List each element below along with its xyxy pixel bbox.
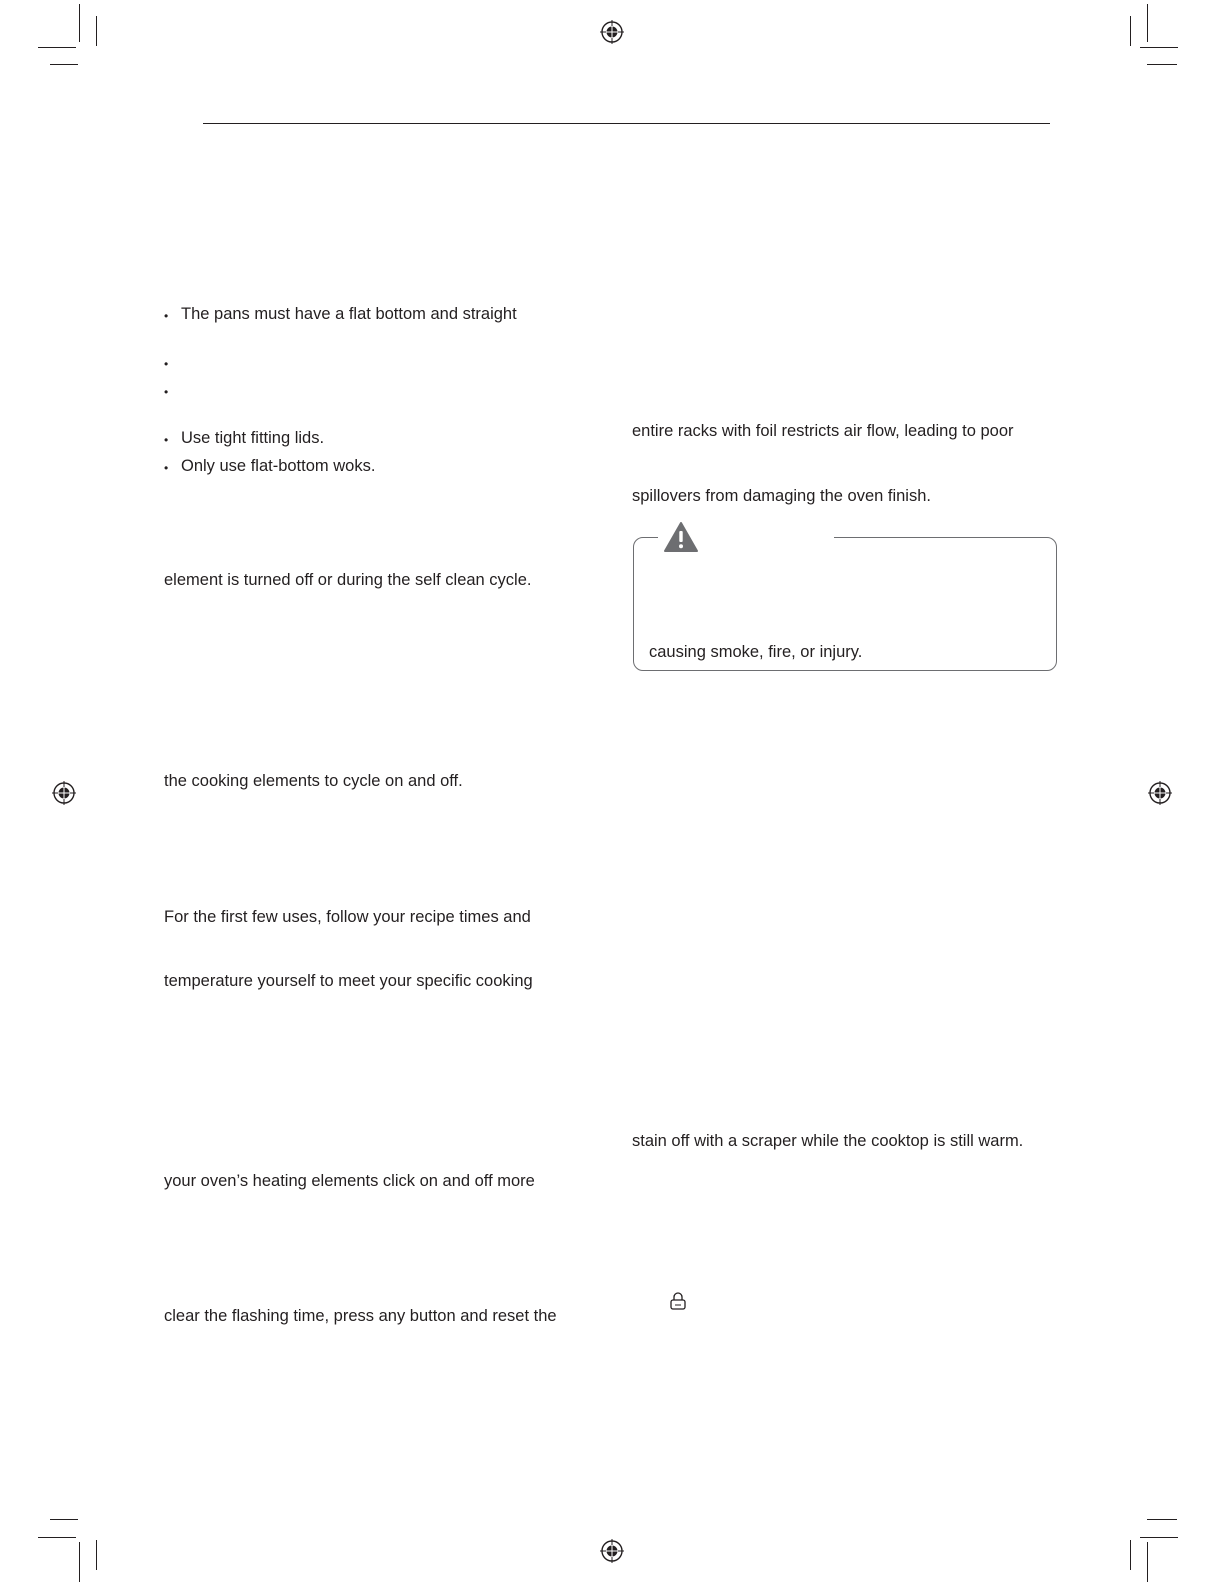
- body-text: your oven’s heating elements click on and off more: [164, 1172, 535, 1190]
- crop-mark: [1140, 47, 1178, 48]
- list-item: Only use flat-bottom woks.: [181, 457, 376, 475]
- crop-mark: [79, 1542, 80, 1582]
- crop-mark: [1140, 1537, 1178, 1538]
- crop-mark: [50, 1519, 78, 1520]
- header-rule: [203, 123, 1050, 124]
- body-text: stain off with a scraper while the cooktop is still warm.: [632, 1132, 1024, 1150]
- bullet-dot: •: [164, 385, 169, 399]
- crop-mark: [50, 64, 78, 65]
- crop-mark: [38, 47, 76, 48]
- crop-mark: [38, 1537, 76, 1538]
- crop-mark: [79, 4, 80, 42]
- body-text: the cooking elements to cycle on and off.: [164, 772, 463, 790]
- crop-mark: [1147, 1542, 1148, 1582]
- bullet-dot: •: [164, 461, 169, 475]
- warning-triangle-icon: [663, 521, 699, 553]
- body-text: temperature yourself to meet your specific cooking: [164, 972, 533, 990]
- list-item: The pans must have a flat bottom and straight: [181, 305, 517, 323]
- crop-mark: [96, 16, 97, 46]
- registration-mark-icon: [599, 1538, 625, 1564]
- body-text: spillovers from damaging the oven finish.: [632, 487, 931, 505]
- body-text: element is turned off or during the self clean cycle.: [164, 571, 532, 589]
- list-item: Use tight fitting lids.: [181, 429, 325, 447]
- crop-mark: [96, 1540, 97, 1570]
- body-text: clear the flashing time, press any button and reset the: [164, 1307, 557, 1325]
- body-text: entire racks with foil restricts air flow, leading to poor: [632, 422, 1014, 440]
- crop-mark: [1130, 16, 1131, 46]
- crop-mark: [1147, 1519, 1177, 1520]
- registration-mark-icon: [599, 19, 625, 45]
- body-text: For the first few uses, follow your recipe times and: [164, 908, 531, 926]
- lock-icon: [669, 1291, 687, 1311]
- bullet-dot: •: [164, 433, 169, 447]
- bullet-dot: •: [164, 309, 169, 323]
- bullet-dot: •: [164, 357, 169, 371]
- warning-text: causing smoke, fire, or injury.: [649, 643, 863, 661]
- registration-mark-icon: [1147, 780, 1173, 806]
- crop-mark: [1147, 4, 1148, 42]
- crop-mark: [1130, 1540, 1131, 1570]
- crop-mark: [1147, 64, 1177, 65]
- registration-mark-icon: [51, 780, 77, 806]
